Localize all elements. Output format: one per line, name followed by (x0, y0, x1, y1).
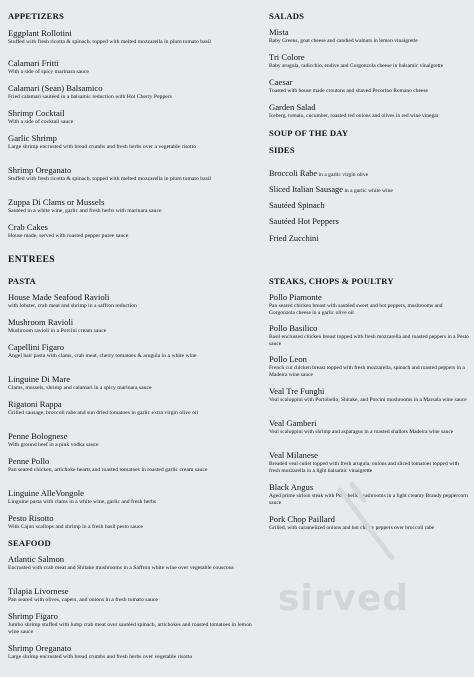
sirved-watermark: sirved (278, 578, 410, 619)
menu-item (8, 611, 260, 635)
item-description: Toasted with house made croutons and shaved Pecorino Romano cheese (269, 88, 428, 94)
item-name: Garden Salad (269, 102, 316, 112)
item-name: Fried Zucchini (269, 234, 319, 243)
menu-item (269, 102, 469, 120)
item-description: Aged prime sirloin steak with Portobello mushrooms in a light creamy Brandy peppercorn sauce (269, 493, 468, 506)
menu-item (8, 108, 260, 126)
item-name: Caesar (269, 77, 293, 87)
item-name: Pork Chop Paillard (269, 514, 335, 524)
item-description: in a garlic white wine (342, 188, 393, 194)
pasta-heading: PASTA (8, 276, 36, 286)
menu-item (269, 354, 469, 378)
menu-item (269, 386, 469, 404)
menu-item (269, 292, 469, 316)
item-name: Tri Colore (269, 52, 305, 62)
item-description: Angel hair pasta with clams, crab meat, cherry tomatoes & arugula in a white wine (8, 353, 197, 359)
item-description: in a garlic virgin olive (317, 172, 369, 178)
item-name: Veal Tre Funghi (269, 386, 325, 396)
item-name: Tilapia Livornese (8, 586, 69, 596)
menu-item (269, 77, 469, 95)
salads-heading: SALADS (269, 11, 305, 21)
menu-item (8, 554, 260, 572)
item-description: Veal scaloppini with shrimp and asparagus in a roasted shallots Madeira wine sauce (269, 429, 454, 435)
item-description: Linguine pasta with clams in a white wine, garlic and fresh herbs (8, 499, 157, 505)
menu-item (8, 456, 260, 474)
item-name: Zuppa Di Clams or Mussels (8, 197, 105, 207)
menu-item (269, 418, 469, 436)
menu-item (8, 586, 260, 604)
item-name: Rigatoni Rappa (8, 399, 62, 409)
item-description: Stuffed with fresh ricotta & spinach, topped with melted mozzarella in plum tomato basil (8, 39, 212, 45)
menu-item (8, 292, 260, 310)
item-name: Broccoli Rabe (269, 169, 318, 178)
item-description: Grilled sausage, broccoli rabe and sun dried tomatoes in garlic extra virgin olive oil (8, 410, 199, 416)
item-name: Sautéed Spinach (269, 201, 325, 210)
item-name: Pesto Risotto (8, 513, 54, 523)
item-name: Pollo Basilico (269, 323, 318, 333)
item-name: House Made Seafood Ravioli (8, 292, 110, 302)
item-name: Black Angus (269, 482, 314, 492)
item-description: Encrusted with crab meat and Shitake mushrooms in a Saffron white wine over vegetable couscous (8, 565, 234, 571)
menu-item (8, 399, 260, 417)
menu-item (8, 431, 260, 449)
item-name: Penne Pollo (8, 456, 50, 466)
item-description: Jumbo shrimp stuffed with lump crab meat over sautéed spinach, artichokes and roasted tomatoes in lemon wine sauce (8, 622, 252, 635)
item-name: Linguine AlleVongole (8, 488, 84, 498)
item-description: Sautéed in a white wine, garlic and fresh herbs with marinara sauce (8, 208, 162, 214)
steaks-heading: STEAKS, CHOPS & POULTRY (269, 276, 394, 286)
item-name: Calamari Fritti (8, 58, 59, 68)
item-name: Veal Gamberi (269, 418, 317, 428)
menu-item (269, 323, 469, 347)
menu-item (8, 83, 260, 101)
item-description: Large shrimp encrusted with bread crumbs and fresh herbs over a vegetable risotto (8, 144, 197, 150)
menu-item (8, 165, 260, 183)
menu-item (8, 342, 260, 360)
menu-item (8, 488, 260, 506)
item-description: Baby arugula, radicchio, endive and Gorgonzola cheese in balsamic vinaigrette (269, 63, 444, 69)
entrees-heading: ENTREES (8, 254, 55, 265)
menu-item (8, 28, 260, 46)
item-description: French cut chicken breast topped with fresh mozzarella, spinach and roasted peppers in a Madeira wine sauce (269, 365, 465, 378)
item-description: Clams, mussels, shrimp and calamari in a spicy marinara sauce (8, 385, 152, 391)
item-description: Breaded veal cutlet topped with fresh arugula, onions and sliced tomatoes topped with fresh mozzarella in a light balsamic vinaigrette (269, 461, 459, 474)
item-description: With a side of cocktail sauce (8, 119, 74, 125)
item-name: Shrimp Oreganato (8, 165, 72, 175)
side-item (269, 228, 469, 246)
item-name: Sautéed Hot Peppers (269, 217, 339, 226)
menu-item (8, 374, 260, 392)
item-name: Shrimp Figaro (8, 611, 58, 621)
item-name: Shrimp Oreganato (8, 643, 72, 653)
item-name: Penne Bolognese (8, 431, 68, 441)
item-description: with lobster, crab meat and shrimp in a saffron reduction (8, 303, 137, 309)
item-description: Basil encrusted chicken breast topped with fresh mozzarella and roasted peppers in a Pesto sauce (269, 334, 469, 347)
item-description: Pan seared with olives, capers, and onions in a fresh tomato sauce (8, 597, 158, 603)
side-item (269, 211, 469, 229)
menu-item (269, 27, 469, 45)
item-description: Veal scaloppini with Portobello, Shitake, and Porcini mushrooms in a Marsala wine sauce (269, 397, 467, 403)
item-description: Mushroom ravioli in a Porcini cream sauce (8, 328, 107, 334)
item-name: Veal Milanese (269, 450, 318, 460)
menu-item (8, 197, 260, 215)
item-name: Crab Cakes (8, 222, 48, 232)
seafood-heading: SEAFOOD (8, 538, 51, 548)
item-description: With Cajun scallops and shrimp in a fresh basil pesto sauce (8, 524, 143, 530)
item-name: Atlantic Salmon (8, 554, 65, 564)
item-name: Eggplant Rollotini (8, 28, 72, 38)
menu-item (8, 58, 260, 76)
item-name: Garlic Shrimp (8, 133, 57, 143)
menu-item (8, 133, 260, 151)
item-description: Pan seared chicken, artichoke hearts and roasted tomatoes in roasted garlic cream sauce (8, 467, 208, 473)
item-description: Grilled, with caramelized onions and hot cherry peppers over broccoli rabe (269, 525, 435, 531)
menu-item (8, 222, 260, 240)
item-name: Mushroom Ravioli (8, 317, 74, 327)
sides-heading: SIDES (269, 145, 295, 155)
item-name: Shrimp Cocktail (8, 108, 65, 118)
item-description: Iceberg, tomato, cucumber, roasted red onions and olives in red wine vinegar (269, 113, 439, 119)
item-name: Calamari (Sean) Balsamico (8, 83, 103, 93)
item-name: Sliced Italian Sausage (269, 185, 343, 194)
menu-item (269, 450, 469, 474)
menu-item (8, 513, 260, 531)
item-description: With ground beef in a pink vodka sauce (8, 442, 99, 448)
item-description: Stuffed with fresh ricotta & spinach, topped with melted mozzarella in plum tomato basil (8, 176, 212, 182)
menu-item (8, 643, 260, 661)
menu-item (269, 52, 469, 70)
soup-heading: SOUP OF THE DAY (269, 128, 349, 138)
appetizers-heading: APPETIZERS (8, 11, 64, 21)
item-description: Baby Greens, goat cheese and candied walnuts in lemon vinaigrette (269, 38, 418, 44)
item-description: Fried calamari sautéed in a balsamic reduction with Hot Cherry Peppers (8, 94, 172, 100)
item-description: Large shrimp encrusted with bread crumbs and fresh herbs over vegetable risotto (8, 654, 193, 660)
item-name: Capellini Figaro (8, 342, 65, 352)
item-description: With a side of spicy marinara sauce (8, 69, 89, 75)
menu-item (8, 317, 260, 335)
item-name: Linguine Di Mare (8, 374, 71, 384)
item-name: Mista (269, 27, 289, 37)
item-name: Pollo Piamonte (269, 292, 322, 302)
item-name: Pollo Leon (269, 354, 307, 364)
item-description: House made, served with roasted pepper puree sauce (8, 233, 129, 239)
item-description: Pan seared chicken breast with sautéed sweet and hot peppers, mushrooms and Gorgonzola cheese in a garlic olive oil (269, 303, 443, 316)
fork-logo-icon (330, 480, 400, 570)
